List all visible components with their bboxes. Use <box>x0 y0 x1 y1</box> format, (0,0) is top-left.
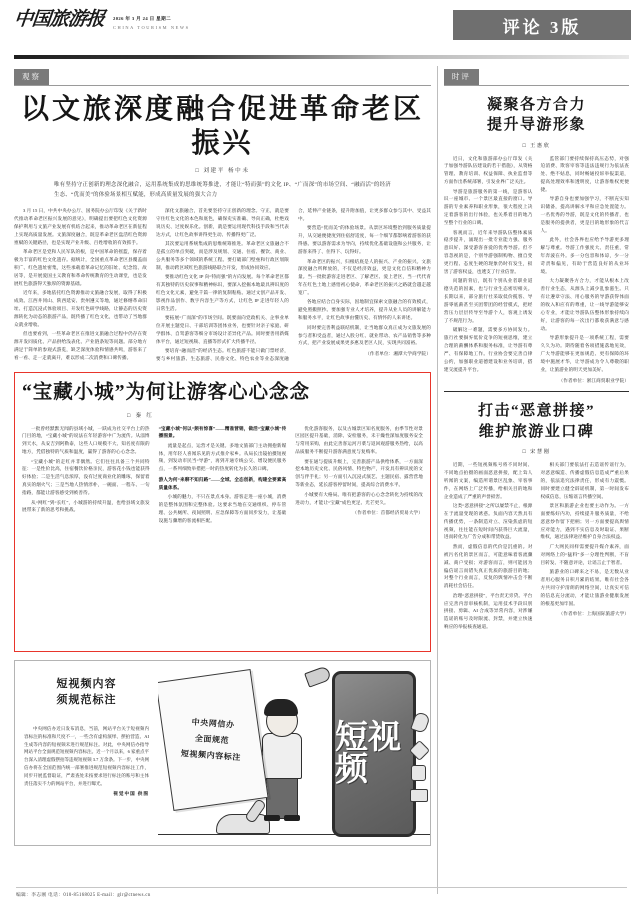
feature-body <box>22 425 423 525</box>
paragraph: 破解这一难题，需要多方协同发力。旅行社要摒弃低价竞争的短视思维，建立合理的薪酬体系和服务标准，让导游有尊严、有保障地工作。行业协会要完善自律公约，加强职业道德建设和业务培训，搭建交流提升平台。 <box>443 327 533 372</box>
infographic-title <box>24 677 149 709</box>
paragraph: 从“网红”到“长红”，小城游的持续升温，也给县域文旅发展带来了新的思考和挑战。 <box>22 499 150 513</box>
feature-subhead: “宝藏小城”何以“频有惊喜”——精准营销，做活“宝藏小城”传播图景。 <box>158 425 287 439</box>
section-banner: 评论 3版 <box>453 10 631 40</box>
paragraph: 这类“恶意拼接”之所以屡禁不止，根源在于流量变现的诱惑。负面内容天然具有传播优势，一条制造对立、渲染焦虑的短视频，往往能在短时间内获得巨大流量，进而转化为广告分成和带货收益。 <box>443 502 533 540</box>
infographic-block <box>14 660 431 846</box>
section-flag-observe: 观察 <box>14 69 49 86</box>
paragraph: 近期，一些短视频账号将不同时间、不同地点拍摄的画面恶意拼接，配上耸人听闻的文案，编造所谓景区乱象、宰客事件，在网络上广泛传播，给相关目的地和企业造成了严重的声誉损害。 <box>443 461 533 499</box>
paragraph: 其次要运用系统集成的思维统筹推进。革命老区文旅融合不是孤立的单点突破，而是涉及规划、交通、住宿、餐饮、商业、公共服务等多个领域的系统工程。要打破部门壁垒和行政区划限制，推动跨区域红色旅游线路联合开发，形成协同效应。 <box>155 241 289 270</box>
right-article2-title-line2: 维护旅游业口碑 <box>478 423 595 440</box>
paragraph: 导游形象提升是一项系统工程，需要久久为功。期待随着各项措施落地见效，广大导游能够在更加规范、更有保障的环境中施展才华，让导游成为令人尊敬的职业，让旅游业的明天更加美好。 <box>540 335 629 372</box>
left-flag-row <box>14 66 431 86</box>
section-flag-commentary: 时评 <box>444 69 479 86</box>
newspaper-logo: 中国旅游报 <box>12 9 106 30</box>
page-body <box>8 66 635 894</box>
person-legs-icon <box>266 775 298 819</box>
feature-box <box>14 372 431 652</box>
right-article1-title-line2: 提升导游形象 <box>486 117 586 134</box>
illustration <box>158 661 430 845</box>
paragraph: “宝藏小城”的走红并非偶然。它们往往具备三个共同特征：一是性价比高，住宿餐饮价格亲民，游客花小钱也能获得好体验；二是生活气息浓厚，没有过度商业化的雕琢，保留着真实的烟火气；三是当地人热情淳朴，一碗面、一程车、一句指路，都能让游客感受到被善待。 <box>22 458 150 496</box>
paragraph: 小城要有大格局。唯有把游客的心心念念转化为持续的改进动力，才能让“宝藏”成色更足、光芒更久。 <box>295 491 423 505</box>
author-credit: （作者单位：湘潭大学商学院） <box>365 351 431 357</box>
masthead-dateblock <box>113 10 190 30</box>
feature-title: “宝藏小城”为何让游客心心念念 <box>22 382 311 404</box>
infographic-title-line1: 短视频内容 <box>56 678 117 691</box>
right-article1-title <box>444 95 629 136</box>
author-credit: （作者单位：首都经济贸易大学） <box>352 510 423 516</box>
article-separator <box>444 391 629 392</box>
sign-text <box>161 673 264 807</box>
right-article2-body <box>444 461 629 631</box>
masthead <box>8 0 635 50</box>
infographic-title-line2: 须规范标注 <box>56 694 117 707</box>
flag-underline <box>14 85 431 86</box>
paragraph: 导游是旅游服务的第一线，是游客认识一座城市、一个景区最直接的窗口。导游的专业素养和职业形象，很大程度上决定着游客的出行体验，也关系着目的地乃至整个行业的口碑。 <box>443 188 533 226</box>
paragraph: 治理“恶意拼接”，平台责无旁贷。平台应完善内容审核机制，运用技术手段识别拼接、剪辑、AI 合成等异常内容，对涉嫌造谣的账号及时限流、封禁，并建立快速响应的举报核查通道。 <box>443 592 533 630</box>
flag-underline <box>444 85 629 86</box>
right-article2-title-line1: 打击“恶意拼接” <box>477 403 595 420</box>
paragraph: 但也要看到，一些革命老区在推进文旅融合过程中仍存在资源开发同质化、产品供给浅表化、产业链条短等问题。部分地方满足于简单的参观式游览，缺乏深度体验和情感共鸣，游客来了看一看、走一走就离开，难以形成二次消费和口碑传播。 <box>14 331 147 360</box>
paragraph: 要推动红色文化 IP 向“特而强”的方向发展。每个革命老区都有其独特的历史叙事和精神标识，要深入挖掘本地最具辨识度的红色文化元素，避免千篇一律的复制粘贴。通过文创产品开发、影视作品创作、数字内容生产等方式，让红色 IP 走进年轻人的日常生活。 <box>155 274 289 311</box>
paragraph: 革命老区是党和人民军队的根，是中国革命的摇篮，保存着极为丰富的红色文化遗存。据统计，全国重点革命老区县覆盖面积广、红色遗址密集，这些承载着革命记忆的旧址、纪念馆、故居等，是开展爱国主义教育和革命传统教育的生动课堂，也是发展红色旅游得天独厚的资源基础。 <box>14 249 147 286</box>
author-credit: （作者单位：上海国际旅游大学） <box>558 611 629 617</box>
paragraph: 流量是起点，运营才是关键。多地文旅部门主动拥抱新媒体，用年轻人喜闻乐见的方式推介家乡。从局长出镜拍摄短视频，到发动市民当“导游”，再到开通专线公交、增设便民服务点，一系列细致举措把一时的热度转化为长久的口碑。 <box>158 442 287 472</box>
protest-sign <box>158 669 269 811</box>
right-flag-row <box>444 66 629 86</box>
camera-icon <box>410 789 428 802</box>
paragraph: 问题的背后，既有个别从业者职业道德失范的因素，也与行业生态密切相关。长期以来，部分旅行社采取低价揽客、导游零底薪甚至买团带团的经营模式，把经营压力层层传导至导游个人，客观上诱发了不规范行为。 <box>443 278 533 323</box>
masthead-left <box>14 10 190 30</box>
paragraph: 近日，文化和旅游部办公厅印发《关于加强导游队伍建设的若干措施》，从资格管理、教育培训、权益保障、执业监督等方面作出系统部署，引发业界广泛关注。 <box>443 155 533 185</box>
paragraph: 客观而言，近年来导游队伍整体素质稳步提升，涌现出一批专业能力强、服务意识好、深受游客喜爱的优秀导游。但不容忽视的是，个别导游强制购物、擅自变更行程、态度生硬的现象仍时有发生，损害了游客权益，也透支了行业信誉。 <box>443 229 533 274</box>
paragraph: 近年来，多地依托红色资源推动文旅融合发展，取得了积极成效。江西井冈山、陕西延安、贵州遵义等地，通过修缮革命旧址、打造沉浸式体验项目、开发红色研学线路，让静态的历史资源转化为动态的旅游产品，既传播了红色文化，也带动了当地群众就业增收。 <box>14 290 147 327</box>
paragraph: 监管部门要持续保持高压态势，对强迫消费、欺客宰客等违法违规行为依法查处、绝不姑息，同时畅通投诉举报渠道，提高处理效率和透明度，让游客维权更便捷。 <box>540 155 629 193</box>
right-article2-title <box>444 401 629 442</box>
page-title: 以文旅深度融合促进革命老区振兴 <box>20 94 424 159</box>
sign-line-1: 中央网信办 <box>191 717 235 730</box>
person-hair-icon <box>264 699 298 716</box>
author-credit: （作者单位：浙江商贸职业学院） <box>558 377 629 383</box>
english-name: CHINA TOURISM NEWS <box>113 25 190 30</box>
paragraph: 同时要完善利益联结机制，让当地群众真正成为文旅发展的参与者和受益者，通过入股分红、就业带动、农产品销售等多种方式，把产业发展成果更多惠及老区人民，实现共同富裕。 <box>297 324 431 346</box>
right-article1-title-line1: 凝聚各方合力 <box>486 97 586 113</box>
main-article-body <box>14 207 431 363</box>
right-article1-body <box>444 155 629 385</box>
footer-rule <box>16 887 627 888</box>
smartphone-icon <box>332 671 416 837</box>
paragraph: 各地应结合自身实际，因地制宜探索文旅融合的有效模式，避免照搬照抄。要加强专业人才培养，提升从业人员的讲解能力和服务水平，让红色故事由懂历史、有情怀的人来讲述。 <box>297 299 431 321</box>
paragraph: 广大网民同样需要提升媒介素养，面对网络上的“猛料”多一分理性判断，不盲目转发、不随意评论，让谣言止于智者。 <box>540 543 629 565</box>
paragraph: 然而，虚假信息的代价是沉重的。对被污名化的景区而言，可能意味着客流骤减、商户受损；对游客而言，则可能因为偏信谣言而错失真正优质的旅游目的地；对整个行业而言，反复的舆情冲击会不断消耗社会信任。 <box>443 543 533 589</box>
paragraph: 深化文旅融合，首先要坚持守正创新的理念。守正，就是要守住红色文化的本色和底色，确保史实准确、导向正确，杜绝戏说历史、过度娱乐化。创新，就是要运用现代科技手段和当代表达方式，让红色故事讲得更生动、传播得更广泛。 <box>155 208 289 237</box>
rock-icon <box>216 814 270 834</box>
paragraph: 3 月 15 日，中共中央办公厅、国务院办公厅印发《关于新时代推动革命老区振兴发展的意见》，明确提出要把红色文化资源保护利用与文旅产业发展有机结合起来，推动革命老区在新征程上实现高质量发展。文旅深度融合，既是革命老区盘活红色资源禀赋的关键路径，也是实现产业升级、百姓增收的有效抓手。 <box>14 208 147 245</box>
paragraph: 要培育“融而活”的经济生态。红色旅游不能只做门票经济，要与乡村旅游、生态旅游、民俗文化、特色农业等业态深度融合，延伸产业链条，提升附加值，让更多群众参与其中、受益其中。 <box>155 208 431 362</box>
paragraph: 相关部门要依法打击造谣传谣行为，对恶意编造、传播虚假信息造成严重后果的，依法追究法律责任，形成有力震慑。同时要建立健全辟谣机制，第一时间发布权威信息，压缩谣言传播空间。 <box>540 461 629 499</box>
thumbs-up-icon <box>411 765 426 781</box>
paragraph: 旅游业的口碑来之不易，是无数从业者用心服务日积月累的结果。唯有社会各方共同守护清朗的网络空间，让真实可信的信息充分流动，才能让旅游业健康发展的根基更加牢固。 <box>540 569 629 606</box>
publication-date: 2026 年 3 月 24 日 星期二 <box>113 16 172 21</box>
person-shoe-right-icon <box>284 815 300 821</box>
masthead-rule <box>14 55 629 59</box>
paragraph: 要在通与提质升级上，完善旅游产品供给体系，一方面深挖本地历史文化、民俗风情、特色物产，开发具有辨识度的文创与伴手礼；另一方面引入沉浸式演艺、主题民宿、露营营地等新业态，延长游客停留时间，提高综合消费水平。 <box>295 458 423 488</box>
right-article1-byline: □ 王惠欣 <box>522 142 551 149</box>
person-body-icon <box>262 733 302 779</box>
sign-line-3: 短视频内容标注 <box>180 748 242 763</box>
paragraph: 大力凝聚各方合力，才能从根本上改善行业生态，从源头上减少乱象滋生。只有让遵章守法、用心服务的导游获得体面的收入和应有的尊重，让一线导游能够安心专业，才能让导游队伍整体形象持续向好，让游客的每一次出行都收获满意与感动。 <box>540 278 629 331</box>
byline-main: □ 刘建平 杨中未 <box>195 168 250 175</box>
footer-contact: 编辑：李志刚 电话：010-85168025 E-mail：glr@ctnews.cn <box>16 893 151 898</box>
paragraph: 优化游客服务，以及古城景区知名度服务，由季节性对景区园区提升基础，消除、安检服务，未干燥性深加度服务安全与常用采购，由此完善客运河月菜与返回观游服务热给，以高品质服务不断提升游客满意度与复购率。 <box>295 425 423 455</box>
image-credit: 视觉中国 供图 <box>113 790 149 796</box>
paragraph: 此外，社会各界也应给予导游更多理解与尊重。导游工作强度大、责任重，常年奔波在外。多一分包容和体谅，少一分苛责和偏见，有助于营造良好的从业环境。 <box>540 237 629 274</box>
sign-line-2: 全面规范 <box>194 733 230 746</box>
left-column <box>14 66 431 894</box>
lede-paragraph: 唯有坚持守正创新的理念深化融合，运用系统集成的思维统筹推进，才能让“特而强”的文化 IP、“广而深”的市场空间、“融而活”的经济生态、“优而美”的体验场景相互赋能，形成高质量发展的强大合力 <box>54 182 391 199</box>
page-footer <box>0 887 643 898</box>
right-article2-byline: □ 宋慧刚 <box>522 448 551 455</box>
paragraph: 景区和旅游企业也要主动作为。一方面要练好内功，持续提升服务质量，不给恶意炒作留下把柄；另一方面要提高舆情应对能力，遇到不实信息及时取证、果断维权，通过法律途径维护自身合法权益。 <box>540 502 629 540</box>
megaphone-icon <box>304 665 332 687</box>
infographic-caption: 中央网信办近日发布消息，当前，网站平台关于短视频内容标注的标准和尺度不一，一些含有虚构演绎、摆拍营造、AI 生成等内容的短视频未进行规范标注。对此，中央网信办指导网站平台全面规范短视频内容标注。近一个月以来，6 家重点平台深入清理虚假摆拍等违规短视频 3.7 万余条。下一步，中央网信办将在全国范围内统一部署推进规范短视频内容标注工作，同步开展监督取证，严肃查处未按要求进行标注的账号和主体责任落实不力的网站平台，并进行曝光。 <box>24 725 149 786</box>
paragraph: 要拓展“广而深”的市场空间。既要面向党政机关、企事业单位开展主题党日、干部培训等团体业务，也要针对亲子家庭、研学群体、自驾游客等细分市场设计差异化产品。同时要善用新媒体平台，通过短视频、直播等形式扩大传播半径。 <box>155 315 289 344</box>
paragraph: 小城的魅力，不只在景点本身。游客走进一座小城，消费的是整体氛围和完整体验。这要求当地在交通组织、停车管理、公共厕所、夜间照明、应急保障等方面同步发力，让基础设施与骤增的客流相匹配。 <box>158 494 287 524</box>
person-shoe-left-icon <box>264 815 280 821</box>
right-column <box>444 66 629 894</box>
paragraph: 导游自身也要加强学习，不断充实知识储备，提高讲解水平和应急处置能力。一名优秀的导游，既是文化的传播者，也是服务的提供者，更是目的地形象的代言人。 <box>540 196 629 234</box>
column-divider <box>437 66 438 894</box>
infographic-text <box>15 661 158 845</box>
feature-subhead: 游人为何“来聊不知归路”——全域、全态创新，构建全要素高质量体系。 <box>158 477 287 490</box>
phone-screen-text: 短视频 <box>334 720 401 789</box>
feature-byline: □ 秦 红 <box>127 412 154 419</box>
paragraph: 要营造“优而美”的体验场景。从景区环境整治到服务质量提升，从交通便捷度到住宿舒适度，每一个细节都影响着游客的获得感。要以游客需求为导向，持续优化基础设施和公共服务，让游客来得了、住得下、玩得好。 <box>297 225 431 255</box>
paragraph: 一批曾经默默无闻的县域小城，一跃成为社交平台上的热门目的地，“宝藏小城”的说法在年轻游客中广为流传。从淄博到天水，从安吉到阿勒泰，这些人口规模不大、知名度有限的地方，凭借独特的气质和温度，赢得了游客的心心念念。 <box>22 425 150 455</box>
paragraph: 革命老区的振兴，归根结底是人的振兴、产业的振兴。文旅深度融合所释放的，不仅是经济效益，更是文化自信和精神力量。当一批批游客走进老区、了解老区、爱上老区，当一代代青年在红色土地上感悟初心使命，革命老区的振兴之路就会越走越宽广。 <box>297 258 431 296</box>
